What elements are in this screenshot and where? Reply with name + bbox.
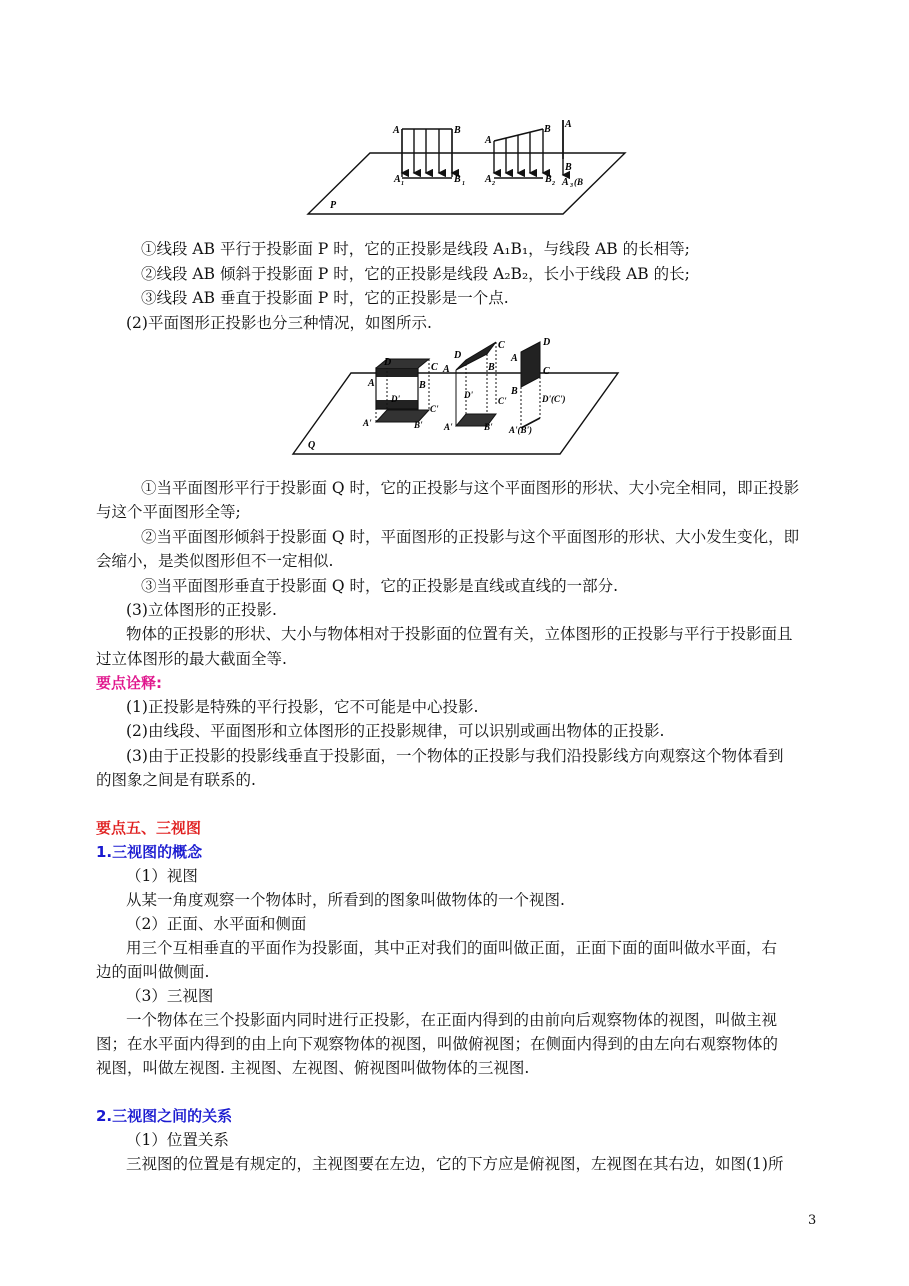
label-DpCp: D'(C') xyxy=(542,394,566,404)
note-3-line-1: (3)由于正投影的投影线垂直于投影面，一个物体的正投影与我们沿投影线方向观察这个物体看到 xyxy=(126,747,784,765)
label-Ap-2: A' xyxy=(444,422,453,432)
planes-line-1: 用三个互相垂直的平面作为投影面，其中正对我们的面叫做正面，正面下面的面叫做水平面，右 xyxy=(126,939,778,957)
label-A-2: A xyxy=(443,364,450,375)
label-D-1: D xyxy=(384,357,392,368)
svg-text:2: 2 xyxy=(492,181,495,187)
label-C-2: C xyxy=(498,340,505,351)
subsection-1-heading: 1.三视图的概念 xyxy=(96,843,203,861)
label-C-3: C xyxy=(543,366,550,377)
label-ApBp: A'(B') xyxy=(509,425,533,435)
label-A-3: A xyxy=(511,353,518,364)
label-B-2: B xyxy=(544,124,551,135)
label-D-3: D xyxy=(543,337,551,348)
plane-item-1-line-2: 与这个平面图形全等; xyxy=(96,503,241,521)
segment-item-3: ③线段 AB 垂直于投影面 P 时，它的正投影是一个点. xyxy=(141,289,509,307)
svg-text:1: 1 xyxy=(401,181,404,187)
label-A2: A xyxy=(485,174,492,185)
label-B-3: B xyxy=(511,386,518,397)
label-A-3: A xyxy=(565,119,572,130)
three-views-line-2: 图；在水平面内得到的由上向下观察物体的视图，叫做俯视图；在侧面内得到的由左向右观察物体的 xyxy=(96,1035,779,1053)
label-Cp-2: C' xyxy=(498,396,507,406)
plane-item-3: ③当平面图形垂直于投影面 Q 时，它的正投影是直线或直线的一部分. xyxy=(141,577,618,595)
segment-item-1: ①线段 AB 平行于投影面 P 时，它的正投影是线段 A₁B₁，与线段 AB 的长相等; xyxy=(141,240,690,258)
plane-item-1-line-1: ①当平面图形平行于投影面 Q 时，它的正投影与这个平面图形的形状、大小完全相同，即正投影 xyxy=(141,479,800,497)
figure-plane-projection xyxy=(288,332,623,458)
three-views-title: （3）三视图 xyxy=(126,987,214,1005)
label-C-1: C xyxy=(431,362,438,373)
label-A1: A xyxy=(394,174,401,185)
figure-segment-projection xyxy=(300,115,630,220)
label-Q: Q xyxy=(308,440,316,451)
svg-text:(B: (B xyxy=(574,177,583,187)
solid-title: (3)立体图形的正投影. xyxy=(126,601,277,619)
label-Dp-1: D' xyxy=(391,394,400,404)
position-line-1: 三视图的位置是有规定的，主视图要在左边，它的下方应是俯视图，左视图在其右边，如图(1)所 xyxy=(126,1155,784,1173)
segment-item-2: ②线段 AB 倾斜于投影面 P 时，它的正投影是线段 A₂B₂，长小于线段 AB 的长; xyxy=(141,265,690,283)
planes-line-2: 边的面叫做侧面. xyxy=(96,963,210,981)
label-Ap-1: A' xyxy=(363,418,372,428)
subsection-2-heading: 2.三视图之间的关系 xyxy=(96,1107,233,1125)
note-1: (1)正投影是特殊的平行投影，它不可能是中心投影. xyxy=(126,698,479,716)
section-5-heading: 要点五、三视图 xyxy=(96,819,202,837)
plane-intro: (2)平面图形正投影也分三种情况，如图所示. xyxy=(126,314,432,332)
note-3-line-2: 的图象之间是有联系的. xyxy=(96,771,256,789)
label-B-3: B xyxy=(565,162,572,173)
label-P: P xyxy=(330,200,337,211)
solid-line-1: 物体的正投影的形状、大小与物体相对于投影面的位置有关，立体图形的正投影与平行于投影面且 xyxy=(126,625,793,643)
label-A-2: A xyxy=(485,135,492,146)
view-text: 从某一角度观察一个物体时，所看到的图象叫做物体的一个视图. xyxy=(126,891,565,909)
solid-line-2: 过立体图形的最大截面全等. xyxy=(96,650,287,668)
plane-item-2-line-2: 会缩小，是类似图形但不一定相似. xyxy=(96,552,334,570)
label-B: B xyxy=(454,125,461,136)
position-title: （1）位置关系 xyxy=(126,1131,229,1149)
label-D-2: D xyxy=(454,350,462,361)
notes-heading: 要点诠释: xyxy=(96,674,162,692)
label-B-1: B xyxy=(419,380,426,391)
view-title: （1）视图 xyxy=(126,867,198,885)
svg-text:1: 1 xyxy=(462,181,465,187)
label-Cp-1: C' xyxy=(430,404,439,414)
label-Dp-2: D' xyxy=(464,390,473,400)
label-A: A xyxy=(393,125,400,136)
three-views-line-1: 一个物体在三个投影面内同时进行正投影，在正面内得到的由前向后观察物体的视图，叫做主视 xyxy=(126,1011,778,1029)
label-Bp-2: B' xyxy=(484,422,493,432)
label-A-1: A xyxy=(368,378,375,389)
label-B-2: B xyxy=(488,362,495,373)
label-B2: B xyxy=(545,174,552,185)
label-Bp-1: B' xyxy=(414,420,423,430)
label-A3B3: A xyxy=(562,177,569,188)
planes-title: （2）正面、水平面和侧面 xyxy=(126,915,307,933)
svg-text:2: 2 xyxy=(552,181,555,187)
page-number: 3 xyxy=(808,1213,817,1228)
plane-item-2-line-1: ②当平面图形倾斜于投影面 Q 时，平面图形的正投影与这个平面图形的形状、大小发生变化，即 xyxy=(141,528,800,546)
svg-text:3: 3 xyxy=(570,183,573,189)
label-B1: B xyxy=(454,174,461,185)
three-views-line-3: 视图，叫做左视图. 主视图、左视图、俯视图叫做物体的三视图. xyxy=(96,1059,530,1077)
note-2: (2)由线段、平面图形和立体图形的正投影规律，可以识别或画出物体的正投影. xyxy=(126,722,665,740)
